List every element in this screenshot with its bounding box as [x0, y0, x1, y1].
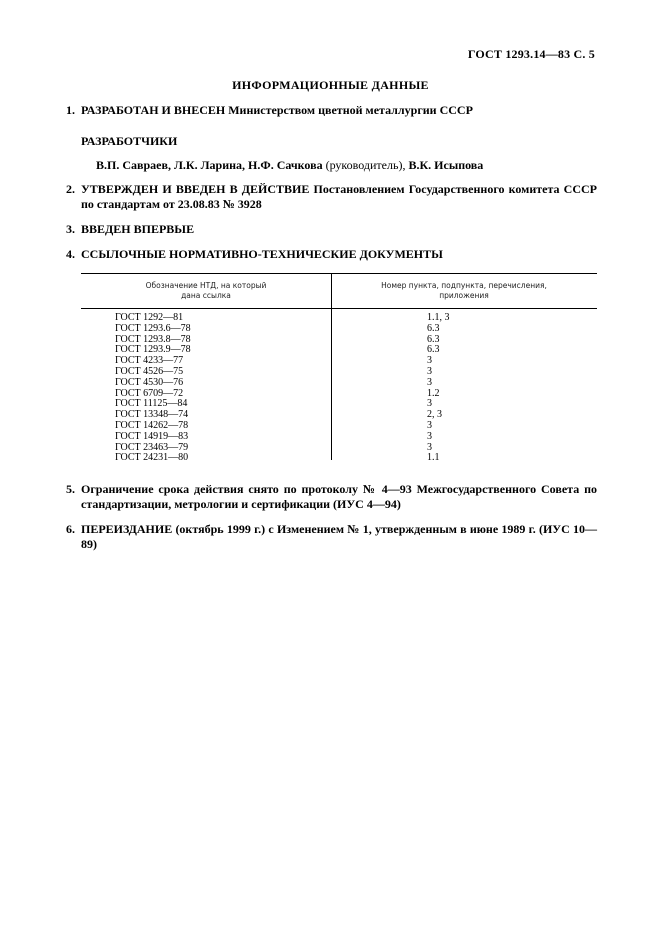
- header-line: Номер пункта, подпункта, перечисления,: [381, 281, 547, 290]
- ref-cell: 6.3: [427, 333, 440, 345]
- item-number: 5.: [66, 482, 75, 496]
- developers-names: [96, 158, 483, 173]
- ref-cell: 3: [427, 355, 432, 367]
- table-row: [81, 432, 597, 443]
- developers-heading: РАЗРАБОТЧИКИ: [81, 134, 178, 148]
- item-text: ПЕРЕИЗДАНИЕ (октябрь 1999 г.) с Изменением № 1, утвержденным в июне 1989 г. (ИУС 10—89): [81, 522, 597, 551]
- section-title: ИНФОРМАЦИОННЫЕ ДАННЫЕ: [232, 78, 429, 92]
- developers-names-main: В.П. Савраев, Л.К. Ларина, Н.Ф. Сачкова: [96, 158, 323, 172]
- doc-cell: ГОСТ 13348—74: [115, 409, 189, 421]
- table-row: [81, 378, 597, 389]
- ref-cell: 3: [427, 376, 432, 388]
- ref-cell: 6.3: [427, 344, 440, 356]
- ref-cell: 1.1: [427, 452, 440, 464]
- ref-cell: 1.1, 3: [427, 312, 450, 323]
- header-line: дана ссылка: [181, 291, 231, 300]
- ref-cell: 2, 3: [427, 409, 442, 421]
- item-lead: ВВЕДЕН ВПЕРВЫЕ: [81, 222, 195, 236]
- ref-cell: 3: [427, 430, 432, 442]
- table-header-ref: [331, 281, 597, 301]
- item-developed: [66, 103, 597, 118]
- developers-names-extra: В.К. Исыпова: [408, 158, 484, 172]
- doc-cell: ГОСТ 4233—77: [115, 355, 184, 367]
- doc-cell: ГОСТ 1293.8—78: [115, 333, 191, 345]
- ref-cell: 3: [427, 365, 432, 377]
- item-first-introduced: [66, 222, 597, 237]
- header-line: приложения: [439, 291, 489, 300]
- doc-cell: ГОСТ 11125—84: [115, 398, 188, 410]
- item-text: Постановлением Государственного комитета СССР по стандартам от 23.08.83 № 3928: [81, 182, 597, 211]
- table-row: [81, 453, 597, 464]
- doc-cell: ГОСТ 1293.6—78: [115, 322, 191, 334]
- item-approved: [66, 182, 597, 212]
- doc-cell: ГОСТ 24231—80: [115, 452, 189, 464]
- item-lead: ССЫЛОЧНЫЕ НОРМАТИВНО-ТЕХНИЧЕСКИЕ ДОКУМЕНТЫ: [81, 247, 443, 261]
- item-number: 3.: [66, 222, 75, 236]
- doc-cell: ГОСТ 4530—76: [115, 376, 184, 388]
- item-lead: РАЗРАБОТАН И ВНЕСЕН: [81, 103, 226, 117]
- item-number: 6.: [66, 522, 75, 536]
- table-body: [81, 313, 597, 464]
- ref-cell: 3: [427, 441, 432, 453]
- table-header: [81, 274, 597, 309]
- ref-cell: 6.3: [427, 322, 440, 334]
- item-validity: [66, 482, 597, 512]
- doc-cell: ГОСТ 14262—78: [115, 419, 189, 431]
- item-number: 4.: [66, 247, 75, 261]
- doc-cell: ГОСТ 14919—83: [115, 430, 189, 442]
- item-number: 2.: [66, 182, 75, 196]
- doc-cell: ГОСТ 23463—79: [115, 441, 189, 453]
- ref-cell: 3: [427, 398, 432, 410]
- page-header: ГОСТ 1293.14—83 С. 5: [467, 47, 595, 61]
- item-reference-docs: [66, 247, 597, 262]
- item-lead: УТВЕРЖДЕН И ВВЕДЕН В ДЕЙСТВИЕ: [81, 182, 310, 196]
- doc-cell: ГОСТ 1293.9—78: [115, 344, 191, 356]
- ref-cell: 1.2: [427, 387, 440, 399]
- table-row: [81, 324, 597, 335]
- item-reissue: [66, 522, 597, 552]
- developers-role: (руководитель),: [322, 158, 409, 172]
- table-header-doc: [81, 281, 331, 301]
- item-number: 1.: [66, 103, 75, 117]
- reference-docs-table: [81, 273, 597, 464]
- doc-cell: ГОСТ 6709—72: [115, 387, 184, 399]
- doc-cell: ГОСТ 1292—81: [115, 312, 184, 323]
- header-line: Обозначение НТД, на который: [145, 281, 267, 290]
- item-text: Ограничение срока действия снято по протоколу № 4—93 Межгосударственного Совета по стандартизации, метрологии и сертификации (ИУС 4—94): [81, 482, 597, 511]
- item-text: Министерством цветной металлургии СССР: [225, 103, 473, 117]
- ref-cell: 3: [427, 419, 432, 431]
- doc-cell: ГОСТ 4526—75: [115, 365, 184, 377]
